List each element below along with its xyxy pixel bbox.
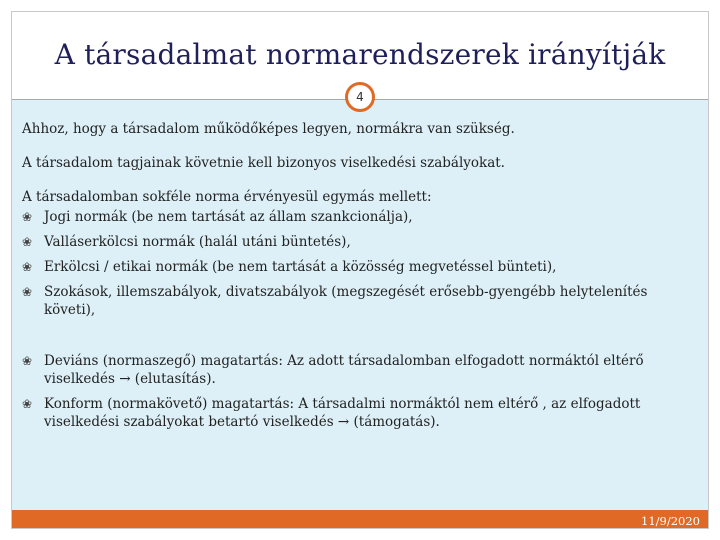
list-item [22, 352, 682, 388]
list-item [22, 395, 682, 431]
list-item [22, 283, 682, 319]
list-item [22, 258, 682, 276]
paragraph: Ahhoz, hogy a társadalom működőképes legyen, normákra van szükség. [22, 121, 515, 137]
cross-bullet-icon: ❀ [22, 397, 33, 411]
list-item-text: Deviáns (normaszegő) magatartás: Az adott társadalomban elfogadott normáktól eltérő viselkedés → (elutasítás). [44, 353, 644, 387]
list-item [22, 208, 682, 226]
slide-title: A társadalmat normarendszerek irányítják [54, 38, 666, 71]
footer-date: 11/9/2020 [641, 514, 700, 528]
slide-body [22, 120, 682, 438]
list-item-text: Valláserkölcsi normák (halál utáni büntetés), [44, 234, 351, 250]
behavior-list [22, 352, 682, 431]
list-item-text: Jogi normák (be nem tartását az állam szankcionálja), [44, 209, 413, 225]
cross-bullet-icon: ❀ [22, 210, 33, 224]
cross-bullet-icon: ❀ [22, 235, 33, 249]
list-item [22, 233, 682, 251]
footer-bar [12, 510, 708, 528]
list-item-text: Szokások, illemszabályok, divatszabályok (megszegését erősebb-gyengébb helytelenítés követi), [44, 284, 648, 318]
spacer [22, 326, 682, 352]
list-item-text: Erkölcsi / etikai normák (be nem tartását a közösség megvetéssel bünteti), [44, 259, 557, 275]
cross-bullet-icon: ❀ [22, 354, 33, 368]
list-item-text: Konform (normakövető) magatartás: A társadalmi normáktól nem eltérő , az elfogadott viselkedési szabályokat betartó viselkedés → (támogatás). [44, 396, 641, 430]
norm-types-list [22, 208, 682, 319]
cross-bullet-icon: ❀ [22, 285, 33, 299]
page-number-badge: 4 [345, 82, 375, 112]
cross-bullet-icon: ❀ [22, 260, 33, 274]
paragraph: A társadalomban sokféle norma érvényesül egymás mellett: [22, 189, 432, 205]
paragraph: A társadalom tagjainak követnie kell bizonyos viselkedési szabályokat. [22, 155, 505, 171]
